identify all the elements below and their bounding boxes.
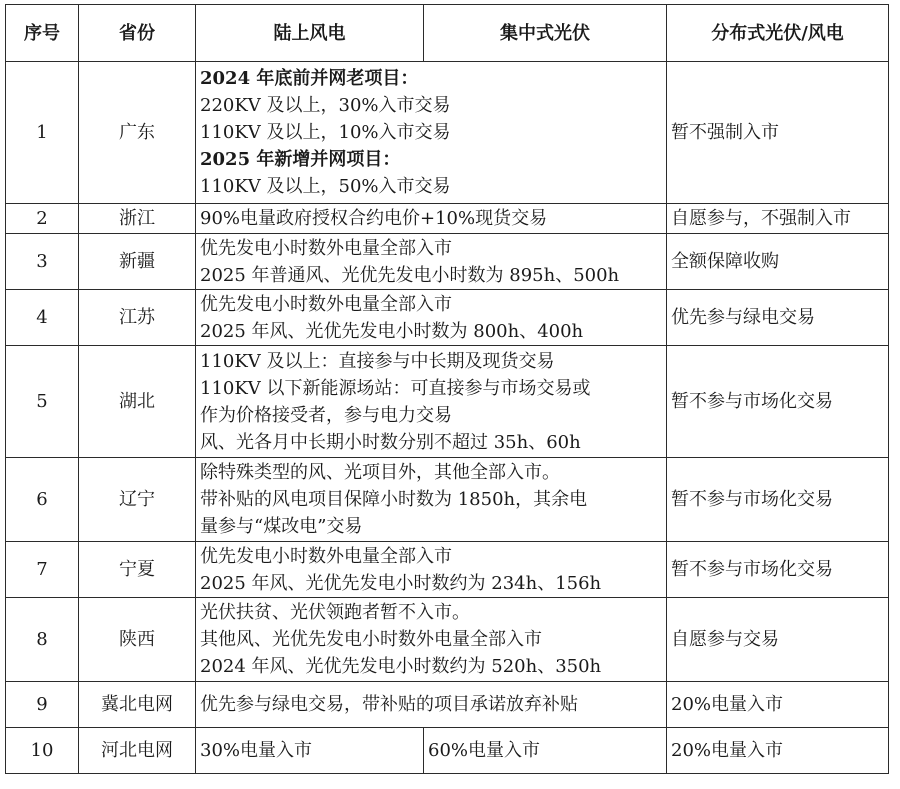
row-distributed-policy: 全额保障收购	[667, 234, 889, 290]
policy-line: 2025 年新增并网项目：	[200, 149, 401, 170]
policy-line: 110KV 及以上，50%入市交易	[200, 176, 451, 197]
policy-line: 110KV 及以上，10%入市交易	[200, 122, 451, 143]
table-row	[6, 542, 889, 598]
row-distributed-policy: 20%电量入市	[667, 682, 889, 728]
row-distributed-policy: 暂不参与市场化交易	[667, 458, 889, 542]
policy-line: 优先发电小时数外电量全部入市	[200, 293, 452, 315]
row-onshore-policy	[196, 458, 667, 542]
row-distributed-policy: 优先参与绿电交易	[667, 290, 889, 346]
row-onshore-policy	[196, 290, 667, 346]
policy-line: 带补贴的风电项目保障小时数为 1850h，其余电	[200, 489, 588, 510]
policy-line: 2024 年风、光优先发电小时数约为 520h、350h	[200, 656, 602, 677]
row-index: 10	[6, 728, 79, 774]
row-onshore-policy	[196, 598, 667, 682]
row-onshore-policy	[196, 234, 667, 290]
policy-line: 风、光各月中长期小时数分别不超过 35h、60h	[200, 431, 581, 453]
table-row	[6, 346, 889, 458]
policy-line: 110KV 及以上：直接参与中长期及现货交易	[200, 350, 555, 372]
row-index: 2	[6, 204, 79, 234]
row-centralized-policy: 60%电量入市	[424, 728, 667, 774]
policy-line: 量参与“煤改电”交易	[200, 516, 363, 537]
row-index: 4	[6, 290, 79, 346]
table-row	[6, 682, 889, 728]
row-onshore-policy	[196, 542, 667, 598]
row-province: 江苏	[79, 290, 196, 346]
header-onshore-wind: 陆上风电	[196, 5, 424, 62]
policy-line: 2025 年风、光优先发电小时数为 800h、400h	[200, 320, 584, 342]
policy-line: 110KV 以下新能源场站：可直接参与市场交易或	[200, 377, 591, 399]
row-index: 8	[6, 598, 79, 682]
policy-line: 光伏扶贫、光伏领跑者暂不入市。	[200, 602, 470, 623]
row-province: 浙江	[79, 204, 196, 234]
table-row	[6, 290, 889, 346]
row-index: 7	[6, 542, 79, 598]
row-onshore-policy	[196, 682, 667, 728]
row-distributed-policy: 暂不参与市场化交易	[667, 542, 889, 598]
table-row	[6, 204, 889, 234]
policy-line: 2025 年普通风、光优先发电小时数为 895h、500h	[200, 264, 620, 286]
policy-line: 2025 年风、光优先发电小时数约为 234h、156h	[200, 572, 602, 594]
table-row	[6, 234, 889, 290]
header-centralized-pv: 集中式光伏	[424, 5, 667, 62]
table-row	[6, 598, 889, 682]
policy-line: 220KV 及以上，30%入市交易	[200, 95, 451, 116]
policy-line: 优先发电小时数外电量全部入市	[200, 237, 452, 259]
row-province: 湖北	[79, 346, 196, 458]
policy-line: 作为价格接受者，参与电力交易	[200, 404, 452, 426]
row-province: 辽宁	[79, 458, 196, 542]
row-province: 新疆	[79, 234, 196, 290]
row-province: 陕西	[79, 598, 196, 682]
row-onshore-policy	[196, 204, 667, 234]
row-onshore-policy	[196, 62, 667, 204]
row-province: 河北电网	[79, 728, 196, 774]
header-row	[6, 5, 889, 62]
table-row	[6, 728, 889, 774]
row-index: 9	[6, 682, 79, 728]
row-distributed-policy: 暂不参与市场化交易	[667, 346, 889, 458]
row-index: 6	[6, 458, 79, 542]
row-distributed-policy: 自愿参与交易	[667, 598, 889, 682]
row-index: 5	[6, 346, 79, 458]
row-province: 冀北电网	[79, 682, 196, 728]
row-distributed-policy: 暂不强制入市	[667, 62, 889, 204]
policy-line: 2024 年底前并网老项目：	[200, 68, 419, 89]
header-distributed: 分布式光伏/风电	[667, 5, 889, 62]
policy-line: 优先发电小时数外电量全部入市	[200, 545, 452, 567]
row-province: 宁夏	[79, 542, 196, 598]
policy-line: 90%电量政府授权合约电价+10%现货交易	[200, 208, 548, 229]
row-onshore-policy	[196, 346, 667, 458]
row-distributed-policy: 20%电量入市	[667, 728, 889, 774]
policy-line: 其他风、光优先发电小时数外电量全部入市	[200, 629, 542, 650]
header-index: 序号	[6, 5, 79, 62]
policy-table	[5, 4, 889, 774]
policy-line: 优先参与绿电交易，带补贴的项目承诺放弃补贴	[200, 694, 578, 715]
table-row	[6, 62, 889, 204]
row-province: 广东	[79, 62, 196, 204]
header-province: 省份	[79, 5, 196, 62]
row-index: 1	[6, 62, 79, 204]
table-row	[6, 458, 889, 542]
policy-line: 除特殊类型的风、光项目外，其他全部入市。	[200, 462, 560, 483]
row-index: 3	[6, 234, 79, 290]
row-onshore-policy: 30%电量入市	[196, 728, 424, 774]
row-distributed-policy: 自愿参与，不强制入市	[667, 204, 889, 234]
